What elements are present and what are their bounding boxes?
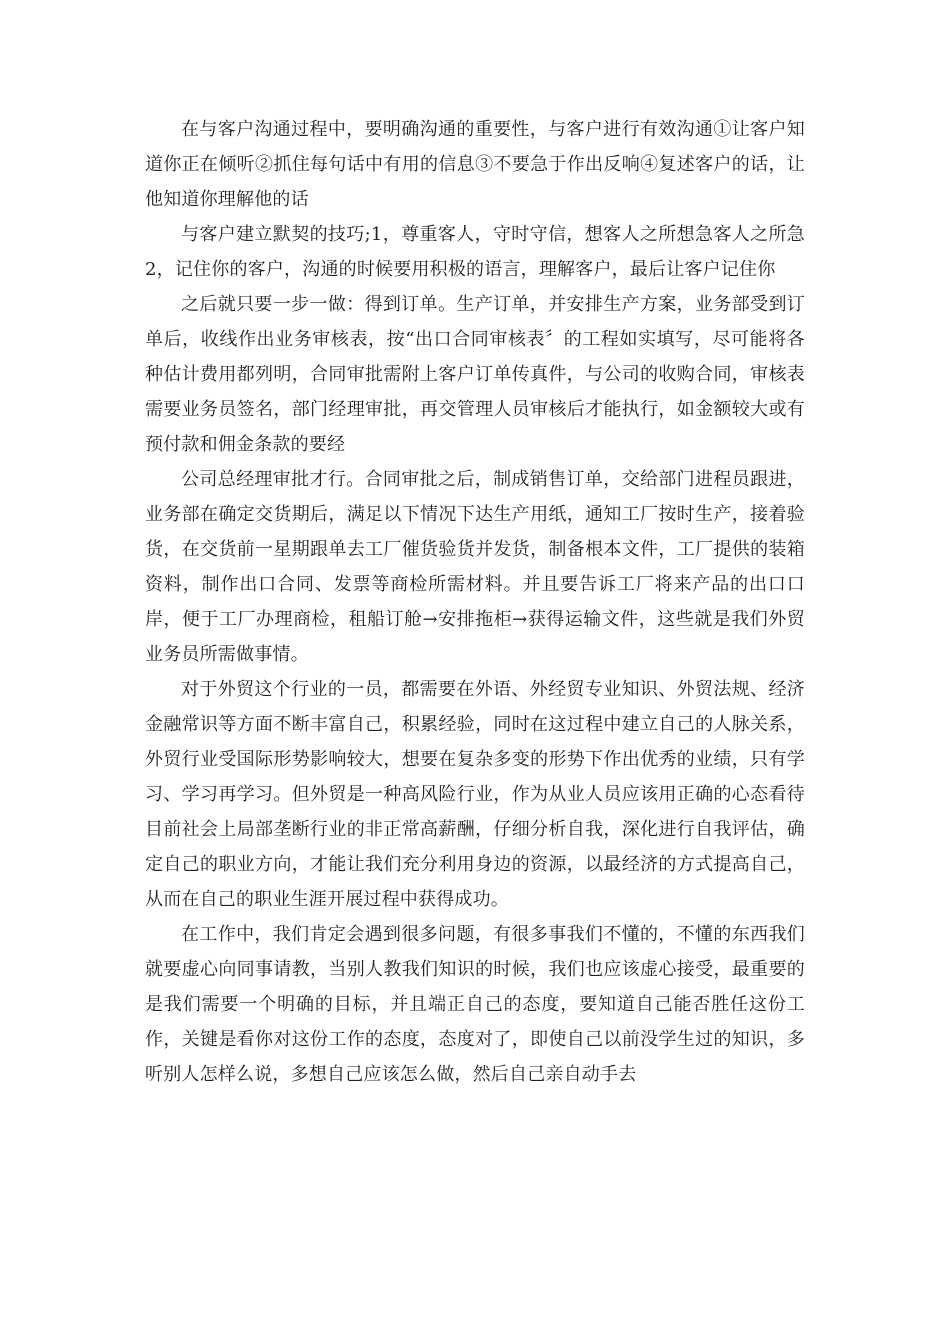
paragraph-industry-learning: 对于外贸这个行业的一员，都需要在外语、外经贸专业知识、外贸法规、经济金融常识等方面不断丰富自己，积累经验，同时在这过程中建立自己的人脉关系，外贸行业受国际形势影响较大，想要在复杂多变的形势下作出优秀的业绩，只有学习、学习再学习。但外贸是一种高风险行业，作为从业人员应该用正确的心态看待目前社会上局部垄断行业的非正常高薪酬，仔细分析自我，深化进行自我评估，确定自己的职业方向，才能让我们充分利用身边的资源，以最经济的方式提高自己，从而在自己的职业生涯开展过程中获得成功。	[145, 679, 805, 910]
document-body	[145, 112, 805, 1092]
paragraph-work-attitude: 在工作中，我们肯定会遇到很多问题，有很多事我们不懂的，不懂的东西我们就要虚心向同事请教，当别人教我们知识的时候，我们也应该虚心接受，最重要的是我们需要一个明确的目标，并且端正自己的态度，要知道自己能否胜任这份工作，关键是看你对这份工作的态度，态度对了，即使自己以前没学生过的知识，多听别人怎样么说，多想自己应该怎么做，然后自己亲自动手去	[145, 924, 805, 1085]
paragraph-order-process: 之后就只要一步一做：得到订单。生产订单，并安排生产方案，业务部受到订单后，收线作出业务审核表，按“出口合同审核表〞的工程如实填写，尽可能将各种估计费用都列明，合同审批需附上客户订单传真件，与公司的收购合同，审核表需要业务员签名，部门经理审批，再交管理人员审核后才能执行，如金额较大或有预付款和佣金条款的要经	[145, 294, 805, 455]
paragraph-approval-shipping: 公司总经理审批才行。合同审批之后，制成销售订单，交给部门进程员跟进，业务部在确定交货期后，满足以下情况下达生产用纸，通知工厂按时生产，接着验货，在交货前一星期跟单去工厂催货验货并发货，制备根本文件，工厂提供的装箱资料，制作出口合同、发票等商检所需材料。并且要告诉工厂将来产品的出口口岸，便于工厂办理商检，租船订舱→安排拖柜→获得运输文件，这些就是我们外贸业务员所需做事情。	[145, 469, 805, 665]
paragraph-rapport-skills: 与客户建立默契的技巧;1，尊重客人，守时守信，想客人之所想急客人之所急2，记住你的客户，沟通的时候要用积极的语言，理解客户，最后让客户记住你	[145, 224, 805, 280]
paragraph-communication: 在与客户沟通过程中，要明确沟通的重要性，与客户进行有效沟通①让客户知道你正在倾听②抓住每句话中有用的信息③不要急于作出反响④复述客户的话，让他知道你理解他的话	[145, 119, 805, 210]
